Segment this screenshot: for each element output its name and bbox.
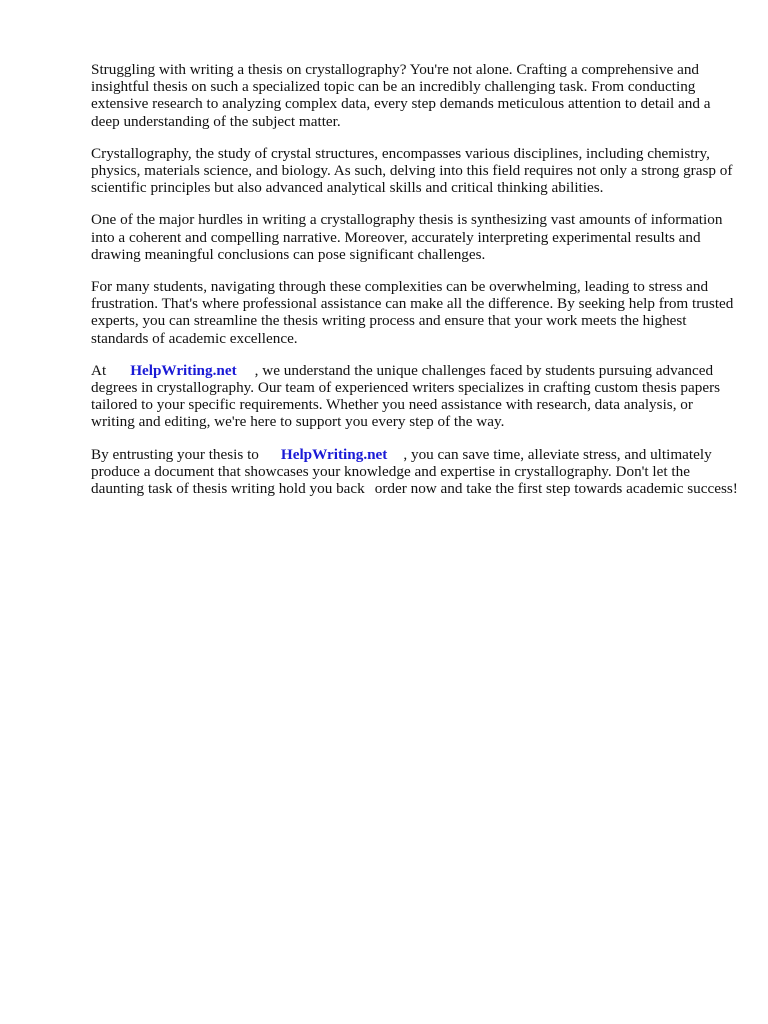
paragraph-crystallography-definition: Crystallography, the study of crystal structures, encompasses various disciplines, including chemistry, physics, materials science, and biology. As such, delving into this field requires not only a strong grasp of scientific principles but also advanced analytical skills and critical thinking abilities. bbox=[91, 144, 733, 197]
helpwriting-link[interactable]: HelpWriting.net bbox=[280, 445, 388, 463]
paragraph-text: , we understand the unique challenges faced by students pursuing advanced degrees in crystallography. Our team of experienced writers specializes in crafting custom thesis papers tailored to your specific requirements. Whether you need assistance with research, data analysis, or writing and editing, we're here to support you every step of the way. bbox=[91, 361, 721, 431]
document-body bbox=[91, 61, 739, 512]
paragraph-text: order now and take the first step towards academic success! bbox=[374, 480, 738, 498]
paragraph-students: For many students, navigating through these complexities can be overwhelming, leading to stress and frustration. That's where professional assistance can make all the difference. By seeking help from trusted experts, you can streamline the thesis writing process and ensure that your work meets the highest standards of academic excellence. bbox=[91, 278, 734, 347]
paragraph-hurdles: One of the major hurdles in writing a crystallography thesis is synthesizing vast amounts of information into a coherent and compelling narrative. Moreover, accurately interpreting experimental results and drawing meaningful conclusions can pose significant challenges. bbox=[91, 211, 723, 263]
paragraph-call-to-action bbox=[91, 446, 739, 498]
paragraph-intro: Struggling with writing a thesis on crystallography? You're not alone. Crafting a comprehensive and insightful thesis on such a specialized topic can be an incredibly challenging task. From conducting extensive research to analyzing complex data, every step demands meticulous attention to detail and a deep understanding of the subject matter. bbox=[91, 61, 711, 130]
paragraph-text: At bbox=[91, 361, 107, 379]
paragraph-helpwriting-intro bbox=[91, 362, 739, 431]
helpwriting-link[interactable]: HelpWriting.net bbox=[130, 361, 237, 379]
paragraph-text: By entrusting your thesis to bbox=[91, 445, 259, 463]
paragraph-text: , you can save time, alleviate stress, and ultimately produce a document that showcases your knowledge and expertise in crystallography. Don't let the daunting task of thesis writing hold you back bbox=[91, 445, 712, 498]
